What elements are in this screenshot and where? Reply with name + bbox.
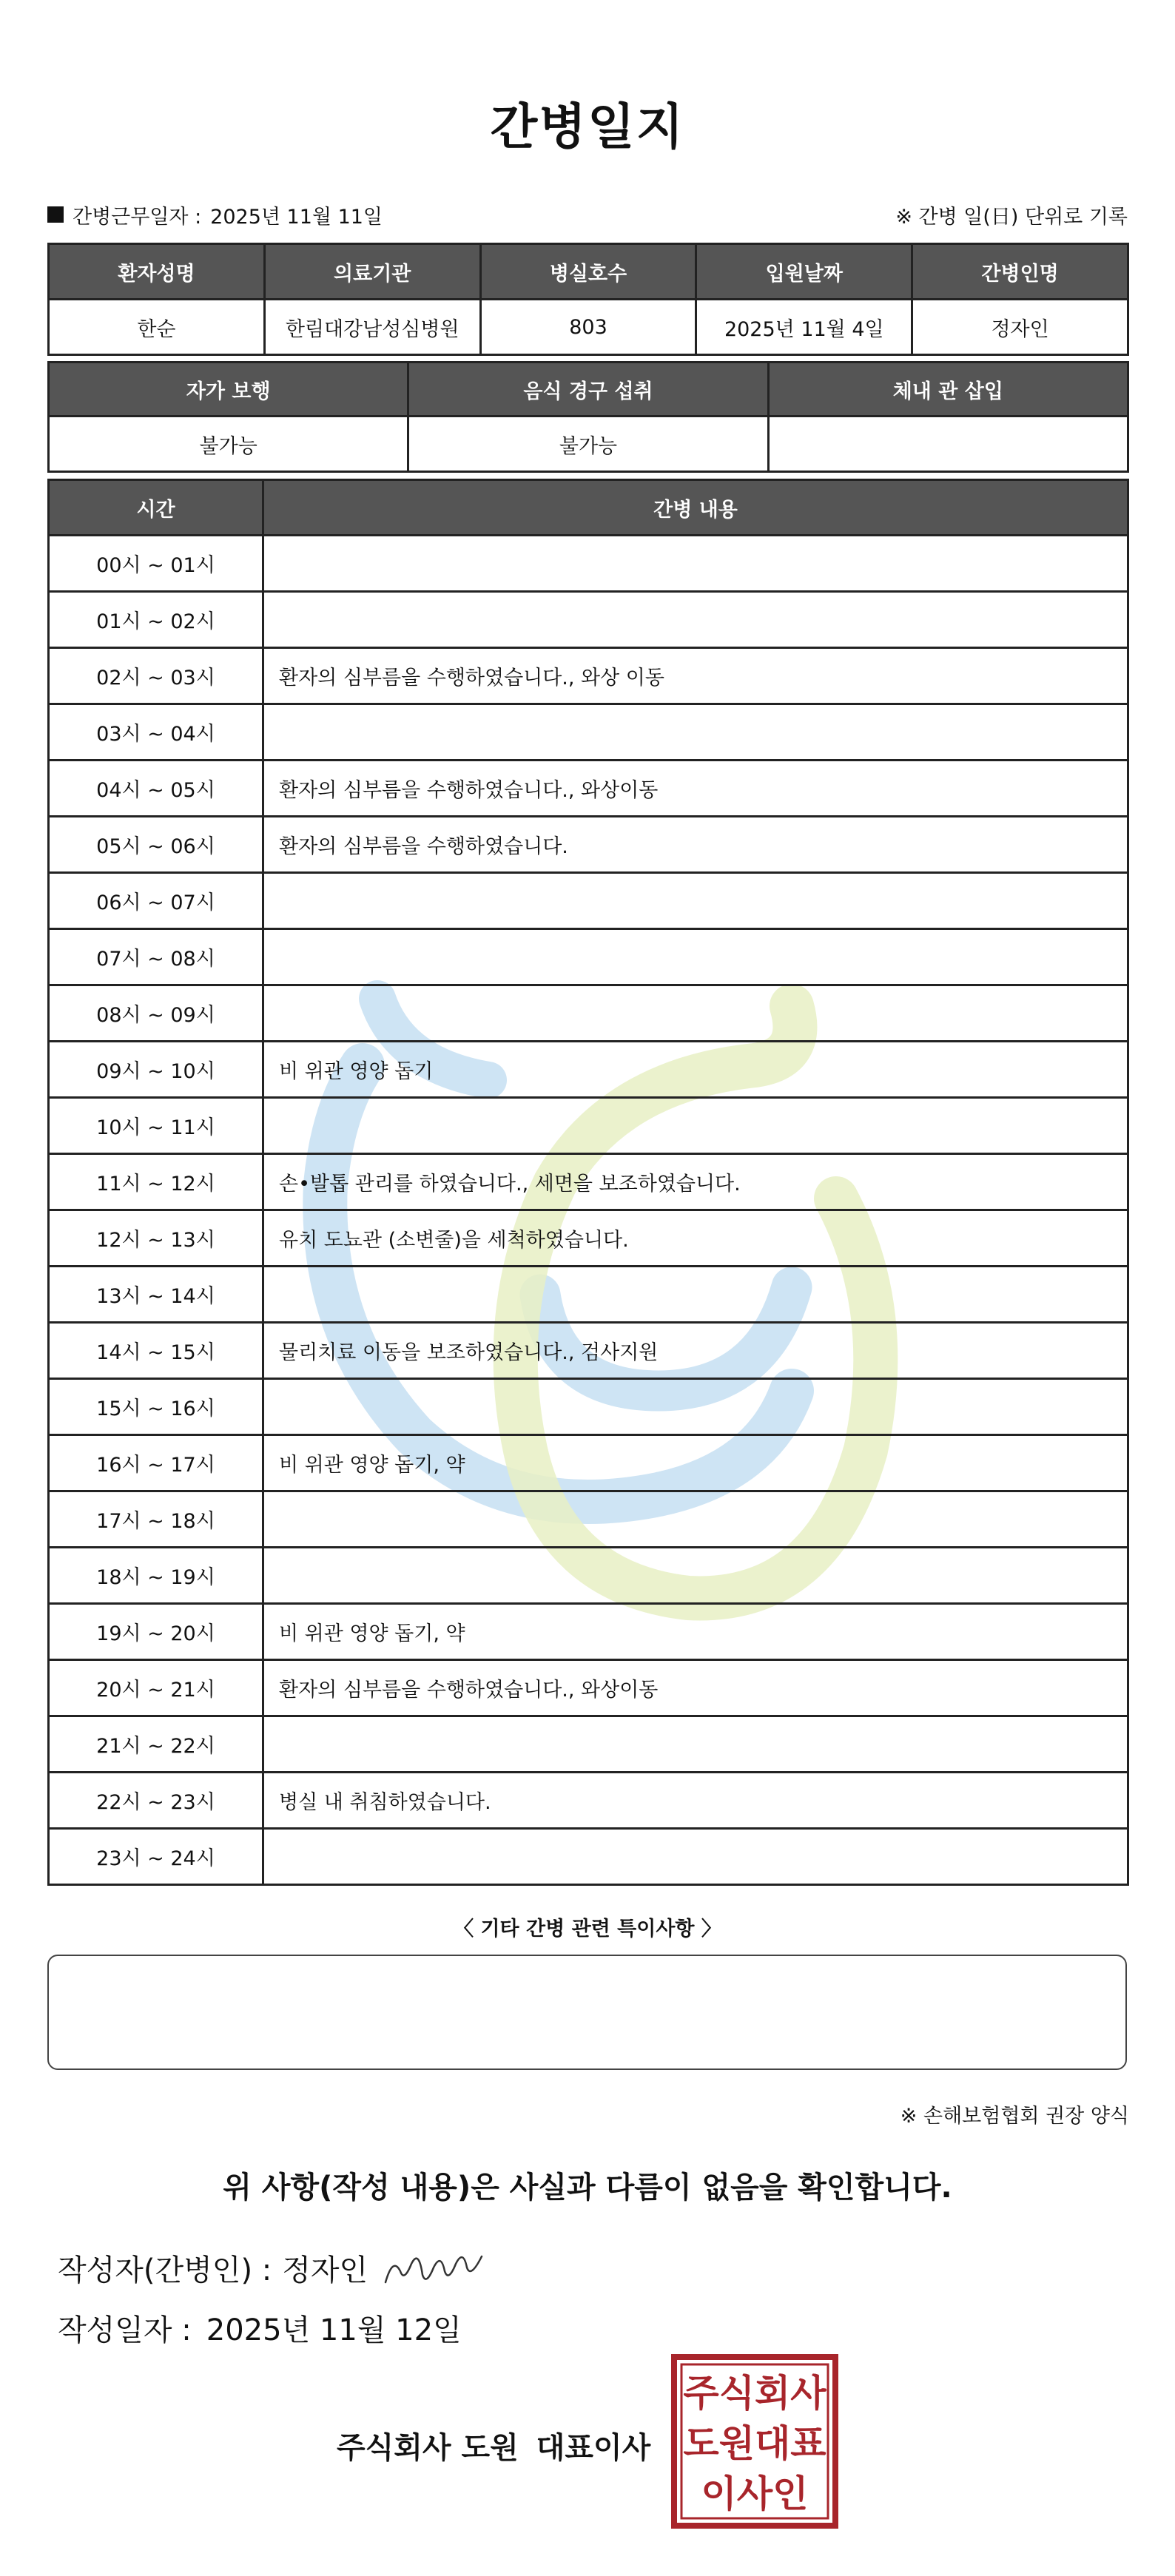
company-line [337, 2424, 650, 2467]
log-row [49, 1210, 1128, 1267]
log-row [49, 1716, 1128, 1773]
log-row [49, 985, 1128, 1042]
log-row [49, 1660, 1128, 1716]
log-time: 14시 ~ 15시 [49, 1323, 263, 1379]
log-row [49, 1042, 1128, 1098]
log-row [49, 1829, 1128, 1885]
company-name: 주식회사 도원 [337, 2431, 519, 2465]
self-walking-value: 불가능 [49, 417, 408, 472]
work-date [47, 200, 383, 229]
header-tube-insertion: 체내 관 삽입 [768, 363, 1128, 417]
log-time: 01시 ~ 02시 [49, 592, 263, 648]
header-room: 병실호수 [480, 244, 696, 300]
header-hospital: 의료기관 [264, 244, 480, 300]
log-content [263, 1548, 1128, 1604]
writer-line [58, 2242, 489, 2293]
log-time: 10시 ~ 11시 [49, 1098, 263, 1154]
header-admission-date: 입원날짜 [696, 244, 912, 300]
log-time: 09시 ~ 10시 [49, 1042, 263, 1098]
log-row [49, 704, 1128, 761]
log-time: 03시 ~ 04시 [49, 704, 263, 761]
log-content: 환자의 심부름을 수행하였습니다., 와상이동 [263, 1660, 1128, 1716]
log-row [49, 1154, 1128, 1210]
admission-date: 2025년 11월 4일 [696, 300, 912, 355]
remarks-title: 〈 기타 간병 관련 특이사항 〉 [454, 1918, 721, 1941]
log-row [49, 1548, 1128, 1604]
log-time: 18시 ~ 19시 [49, 1548, 263, 1604]
page-title: 간병일지 [490, 98, 685, 155]
log-content [263, 592, 1128, 648]
log-content [263, 873, 1128, 929]
log-time: 15시 ~ 16시 [49, 1379, 263, 1435]
log-time: 17시 ~ 18시 [49, 1491, 263, 1548]
log-time: 11시 ~ 12시 [49, 1154, 263, 1210]
record-note: ※ 간병 일(日) 단위로 기록 [895, 205, 1128, 229]
remarks-box [47, 1955, 1127, 2070]
log-time: 12시 ~ 13시 [49, 1210, 263, 1267]
log-row [49, 1379, 1128, 1435]
log-row [49, 536, 1128, 592]
log-content: 환자의 심부름을 수행하였습니다. [263, 817, 1128, 873]
log-content: 비 위관 영양 돕기, 약 [263, 1604, 1128, 1660]
company-role: 대표이사 [536, 2431, 651, 2465]
patient-info-table [47, 243, 1129, 356]
care-log-table [47, 479, 1129, 1886]
log-time: 07시 ~ 08시 [49, 929, 263, 985]
log-content [263, 929, 1128, 985]
log-time: 23시 ~ 24시 [49, 1829, 263, 1885]
log-row [49, 1491, 1128, 1548]
log-content: 환자의 심부름을 수행하였습니다., 와상이동 [263, 761, 1128, 817]
log-content [263, 1491, 1128, 1548]
log-content [263, 704, 1128, 761]
log-content: 물리치료 이동을 보조하였습니다., 검사지원 [263, 1323, 1128, 1379]
signature-icon [378, 2242, 489, 2293]
written-date-line [58, 2307, 462, 2349]
log-content [263, 1098, 1128, 1154]
log-content: 비 위관 영양 돕기, 약 [263, 1435, 1128, 1491]
svg-text:도원대표: 도원대표 [683, 2422, 826, 2465]
work-date-value: 2025년 11월 11일 [210, 205, 383, 229]
log-row [49, 817, 1128, 873]
company-seal-stamp [670, 2353, 840, 2530]
log-time: 02시 ~ 03시 [49, 648, 263, 704]
log-row [49, 761, 1128, 817]
hospital-name: 한림대강남성심병원 [264, 300, 480, 355]
log-row [49, 1604, 1128, 1660]
written-date-label: 작성일자 : [58, 2313, 192, 2347]
svg-text:이사인: 이사인 [701, 2472, 809, 2515]
log-content [263, 536, 1128, 592]
patient-name: 한순 [49, 300, 265, 355]
log-row [49, 873, 1128, 929]
log-time: 06시 ~ 07시 [49, 873, 263, 929]
svg-text:주식회사: 주식회사 [683, 2372, 826, 2415]
caregiver-name: 정자인 [912, 300, 1128, 355]
form-note: ※ 손해보험협회 권장 양식 [900, 2105, 1129, 2128]
log-time: 19시 ~ 20시 [49, 1604, 263, 1660]
log-content [263, 1379, 1128, 1435]
confirmation-statement: 위 사항(작성 내용)은 사실과 다름이 없음을 확인합니다. [223, 2171, 952, 2205]
log-time: 08시 ~ 09시 [49, 985, 263, 1042]
log-row [49, 1098, 1128, 1154]
log-time: 20시 ~ 21시 [49, 1660, 263, 1716]
header-oral-intake: 음식 경구 섭취 [408, 363, 768, 417]
written-date-value: 2025년 11월 12일 [206, 2313, 462, 2347]
log-content [263, 1716, 1128, 1773]
log-content: 손•발톱 관리를 하였습니다., 세면을 보조하였습니다. [263, 1154, 1128, 1210]
log-content [263, 1829, 1128, 1885]
header-self-walking: 자가 보행 [49, 363, 408, 417]
log-content: 비 위관 영양 돕기 [263, 1042, 1128, 1098]
room-number: 803 [480, 300, 696, 355]
log-row [49, 929, 1128, 985]
log-content: 유치 도뇨관 (소변줄)을 세척하였습니다. [263, 1210, 1128, 1267]
meta-row [47, 200, 1128, 229]
log-content: 환자의 심부름을 수행하였습니다., 와상 이동 [263, 648, 1128, 704]
log-row [49, 1435, 1128, 1491]
log-time: 04시 ~ 05시 [49, 761, 263, 817]
work-date-label: 간병근무일자 : [73, 205, 202, 229]
oral-intake-value: 불가능 [408, 417, 768, 472]
log-time: 21시 ~ 22시 [49, 1716, 263, 1773]
header-care-content: 간병 내용 [263, 480, 1128, 536]
header-caregiver-name: 간병인명 [912, 244, 1128, 300]
log-content [263, 1267, 1128, 1323]
log-row [49, 1323, 1128, 1379]
log-row [49, 592, 1128, 648]
writer-label: 작성자(간병인) : [58, 2253, 272, 2287]
log-time: 16시 ~ 17시 [49, 1435, 263, 1491]
patient-status-table [47, 361, 1129, 473]
log-row [49, 648, 1128, 704]
tube-insertion-value [768, 417, 1128, 472]
log-time: 22시 ~ 23시 [49, 1773, 263, 1829]
log-row [49, 1773, 1128, 1829]
log-row [49, 1267, 1128, 1323]
writer-name: 정자인 [282, 2253, 368, 2287]
log-content [263, 985, 1128, 1042]
square-bullet-icon [47, 206, 64, 223]
log-content: 병실 내 취침하였습니다. [263, 1773, 1128, 1829]
header-time: 시간 [49, 480, 263, 536]
header-patient-name: 환자성명 [49, 244, 265, 300]
log-time: 05시 ~ 06시 [49, 817, 263, 873]
log-time: 00시 ~ 01시 [49, 536, 263, 592]
log-time: 13시 ~ 14시 [49, 1267, 263, 1323]
